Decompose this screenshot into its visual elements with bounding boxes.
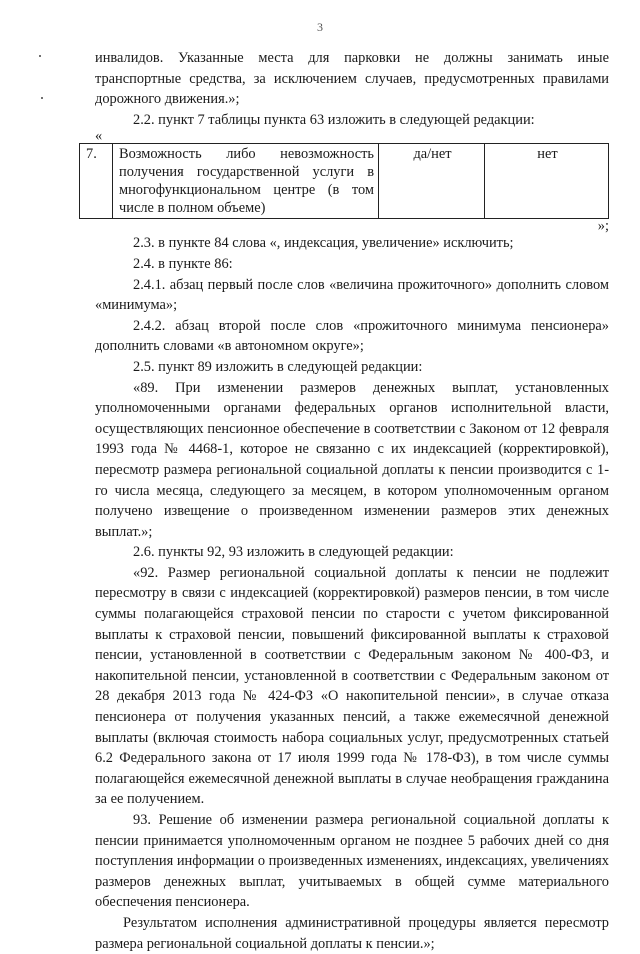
paragraph: 2.5. пункт 89 изложить в следующей редакции: [133, 358, 423, 375]
paragraph: 2.4.1. абзац первый после слов «величина прожиточного» дополнить словом «минимума»; [95, 276, 609, 314]
page-number: 3 [317, 20, 323, 34]
paragraph: 2.4. в пункте 86: [133, 255, 233, 272]
scan-speck [39, 55, 41, 57]
table-close-quote: »; [597, 218, 609, 235]
table-cell-col4: нет [485, 144, 609, 219]
paragraph: «92. Размер региональной социальной доплаты к пенсии не подлежит пересмотру в связи с индексацией (корректировкой) размеров пенсии, в том числе суммы полагающейся страховой пенсии по старости с учетом фиксированной выплаты к страховой пенсии, повышений фиксированной выплаты к страховой пенсии, установленной в соответствии с Федеральным законом № 400-ФЗ, и накопительной пенсии, установленной в соответствии с Федеральным законом от 28 декабря 2013 года № 424-ФЗ «О накопительной пенсии», в случае отказа пенсионера от получения указанных пенсий, а также ежемесячной денежной выплаты (включая стоимость набора социальных услуг, предусмотренных статьей 6.2 Федерального закона от 17 июля 1999 года № 178-ФЗ), в том числе суммы полагающейся ежемесячной денежной выплаты в случае необращения гражданина за ее получением. [95, 564, 609, 808]
paragraph: Результатом исполнения административной процедуры является пересмотр размера региональной социальной доплаты к пенсии.»; [95, 914, 609, 952]
paragraph: 2.6. пункты 92, 93 изложить в следующей редакции: [133, 544, 454, 561]
paragraph: инвалидов. Указанные места для парковки не должны занимать иные транспортные средства, за исключением случаев, предусмотренных правилами дорожного движения.»; [95, 50, 609, 108]
table-open-quote: « [95, 128, 103, 145]
table-row [80, 144, 609, 219]
document-body [86, 48, 609, 954]
table-cell-col3: да/нет [379, 144, 485, 219]
paragraph: 93. Решение об изменении размера региональной социальной доплаты к пенсии принимается уполномоченным органом не позднее 5 рабочих дней со дня поступления информации о произведенных изменениях, индексациях, увеличениях размеров денежных выплат, учитываемых в общей сумме материального обеспечения пенсионера. [95, 812, 609, 911]
paragraph: 2.3. в пункте 84 слова «, индексация, увеличение» исключить; [133, 235, 514, 252]
table-cell-description: Возможность либо невозможность получения государственной услуги в многофункциональном центре (в том числе в полном объеме) [113, 144, 379, 219]
scan-speck [41, 97, 43, 99]
paragraph: 2.4.2. абзац второй после слов «прожиточного минимума пенсионера» дополнить словами «в автономном округе»; [95, 317, 609, 355]
paragraph: «89. При изменении размеров денежных выплат, установленных уполномоченными органами федеральных органов исполнительной власти, осуществляющих пенсионное обеспечение в соответствии с Законом от 12 февраля 1993 года № 4468-1, которое не связанно с их индексацией (корректировкой), пересмотр размера региональной социальной доплаты к пенсии производится с 1-го числа месяца, следующего за месяцем, в котором уполномоченным органом получено извещение о произведенном изменении размеров этих денежных выплат.»; [95, 379, 609, 540]
table-cell-number: 7. [80, 144, 113, 219]
amendment-table [79, 143, 609, 219]
paragraph: 2.2. пункт 7 таблицы пункта 63 изложить в следующей редакции: [133, 111, 535, 128]
